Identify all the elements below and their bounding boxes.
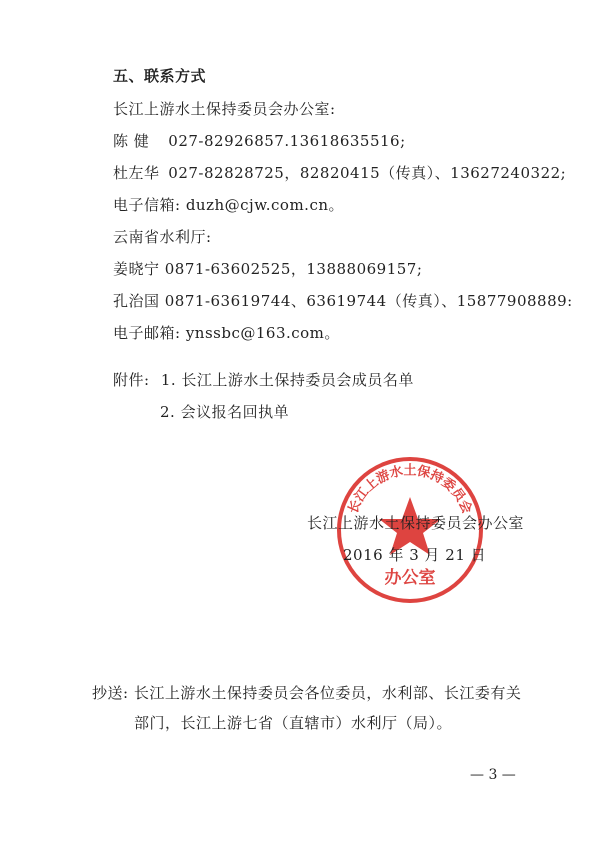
attachment-item-2: 2. 会议报名回执单 <box>160 403 290 421</box>
contact-name-1: 陈 健 <box>113 132 150 150</box>
attachments-row-1 <box>113 370 414 390</box>
cc-line-2: 部门，长江上游七省（直辖市）水利厅（局）。 <box>134 714 453 732</box>
contact-row-4: 孔治国 0871-63619744、63619744（传真）、15877908889: <box>113 292 573 310</box>
signature-date: 2016 年 3 月 21 日 <box>343 546 487 564</box>
email-line-2: 电子邮箱: ynssbc@163.com。 <box>113 324 340 342</box>
signature-org: 长江上游水土保持委员会办公室 <box>307 514 525 532</box>
seal-bottom-text: 办公室 <box>384 568 436 588</box>
org2-line: 云南省水利厅: <box>113 228 212 246</box>
attachments-label: 附件: <box>113 371 150 389</box>
contact-row-2 <box>113 163 566 183</box>
seal-arc-path-text: 长江上游水土保持委员会 <box>345 463 475 516</box>
email-line-1: 电子信箱: duzh@cjw.com.cn。 <box>113 196 345 214</box>
page-number: — 3 — <box>470 767 516 783</box>
contact-row-3: 姜晓宁 0871-63602525，13888069157; <box>113 260 423 278</box>
contact-phone-1: 027-82926857.13618635516; <box>168 132 406 150</box>
contact-name-2: 杜左华 <box>113 164 160 182</box>
contact-phone-2: 027-82828725，82820415（传真）、13627240322; <box>168 164 567 182</box>
attachment-item-1: 1. 长江上游水土保持委员会成员名单 <box>160 371 414 389</box>
cc-line-1: 抄送: 长江上游水土保持委员会各位委员，水利部、长江委有关 <box>92 684 522 702</box>
org1-line: 长江上游水土保持委员会办公室: <box>113 100 336 118</box>
section-heading: 五、联系方式 <box>113 67 207 85</box>
contact-row-1 <box>113 131 406 151</box>
